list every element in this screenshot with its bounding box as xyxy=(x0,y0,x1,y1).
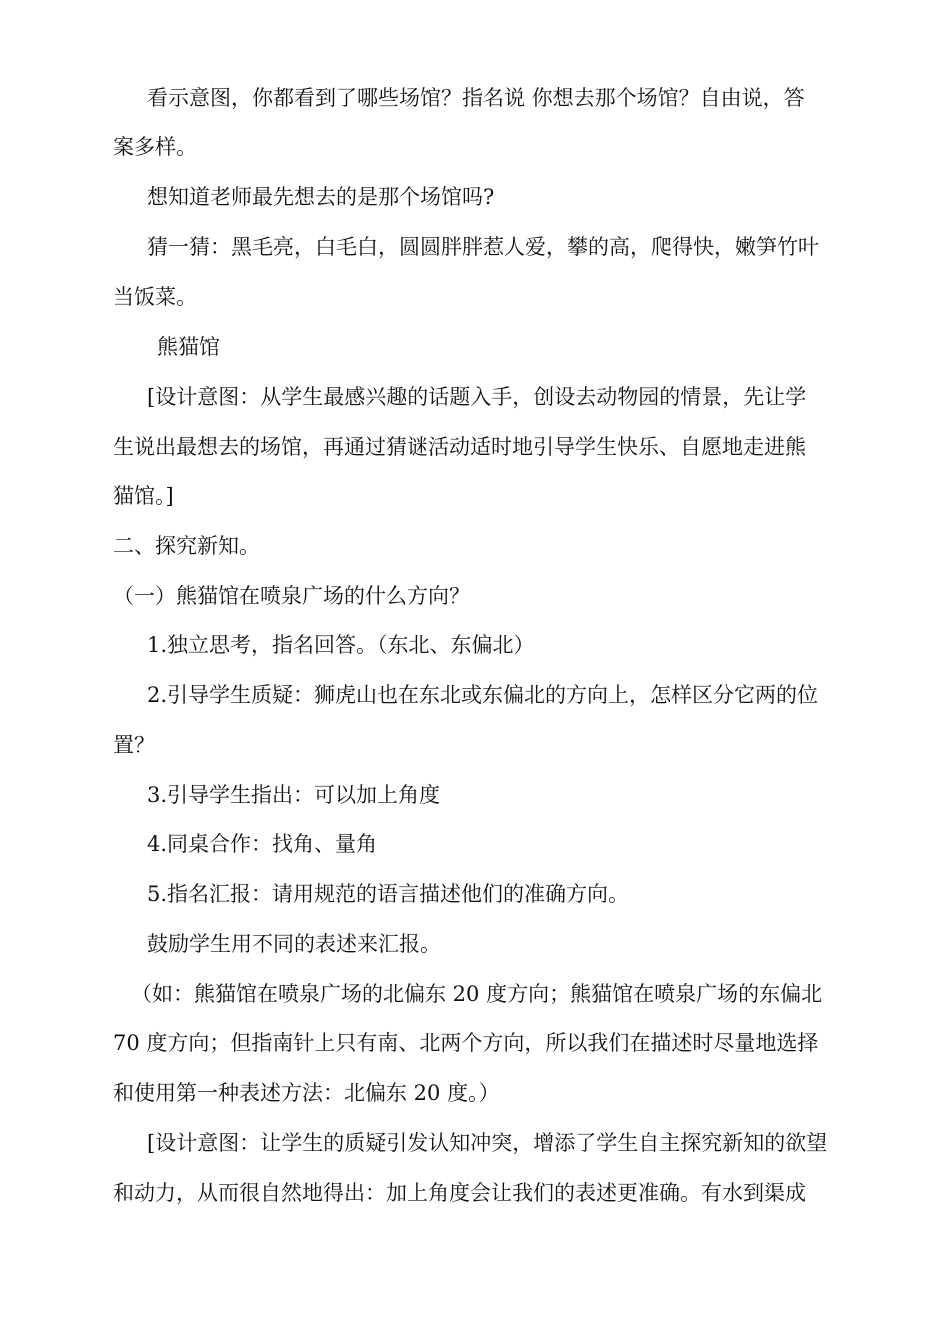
subsection-heading: （一）熊猫馆在喷泉广场的什么方向？ xyxy=(113,584,470,608)
paragraph-line: [设计意图：让学生的质疑引发认知冲突，增添了学生自主探究新知的欲望 xyxy=(147,1131,828,1155)
list-item: 5.指名汇报：请用规范的语言描述他们的准确方向。 xyxy=(147,882,630,906)
paragraph-line: 看示意图，你都看到了哪些场馆？指名说 你想去那个场馆？自由说，答 xyxy=(147,86,805,110)
paragraph-line: 猜一猜：黑毛亮，白毛白，圆圆胖胖惹人爱，攀的高，爬得快，嫩笋竹叶 xyxy=(147,235,819,259)
paragraph-line: 和动力，从而很自然地得出：加上角度会让我们的表述更准确。有水到渠成 xyxy=(113,1181,806,1205)
list-item: 1.独立思考，指名回答。（东北、东偏北） xyxy=(147,633,535,657)
paragraph-line: 当饭菜。 xyxy=(113,285,197,309)
paragraph-line: 鼓励学生用不同的表述来汇报。 xyxy=(147,932,441,956)
paragraph-line: 案多样。 xyxy=(113,135,197,159)
list-item: 4.同桌合作：找角、量角 xyxy=(147,832,378,856)
section-heading: 二、探究新知。 xyxy=(113,534,260,558)
paragraph-line: 70 度方向；但指南针上只有南、北两个方向，所以我们在描述时尽量地选择 xyxy=(113,1031,819,1055)
paragraph-line: 生说出最想去的场馆，再通过猜谜活动适时地引导学生快乐、自愿地走进熊 xyxy=(113,435,806,459)
paragraph-line: 猫馆。] xyxy=(113,484,174,508)
list-item: 2.引导学生质疑：狮虎山也在东北或东偏北的方向上，怎样区分它两的位 xyxy=(147,683,819,707)
list-item: 3.引导学生指出：可以加上角度 xyxy=(147,783,441,807)
answer-text: 熊猫馆 xyxy=(157,335,220,359)
paragraph-line: 想知道老师最先想去的是那个场馆吗? xyxy=(147,185,495,209)
paragraph-line: 和使用第一种表述方法：北偏东 20 度。） xyxy=(113,1081,500,1105)
paragraph-line: 置？ xyxy=(113,733,155,757)
paragraph-line: （如：熊猫馆在喷泉广场的北偏东 20 度方向；熊猫馆在喷泉广场的东偏北 xyxy=(131,982,823,1006)
paragraph-line: [设计意图：从学生最感兴趣的话题入手，创设去动物园的情景，先让学 xyxy=(147,385,807,409)
